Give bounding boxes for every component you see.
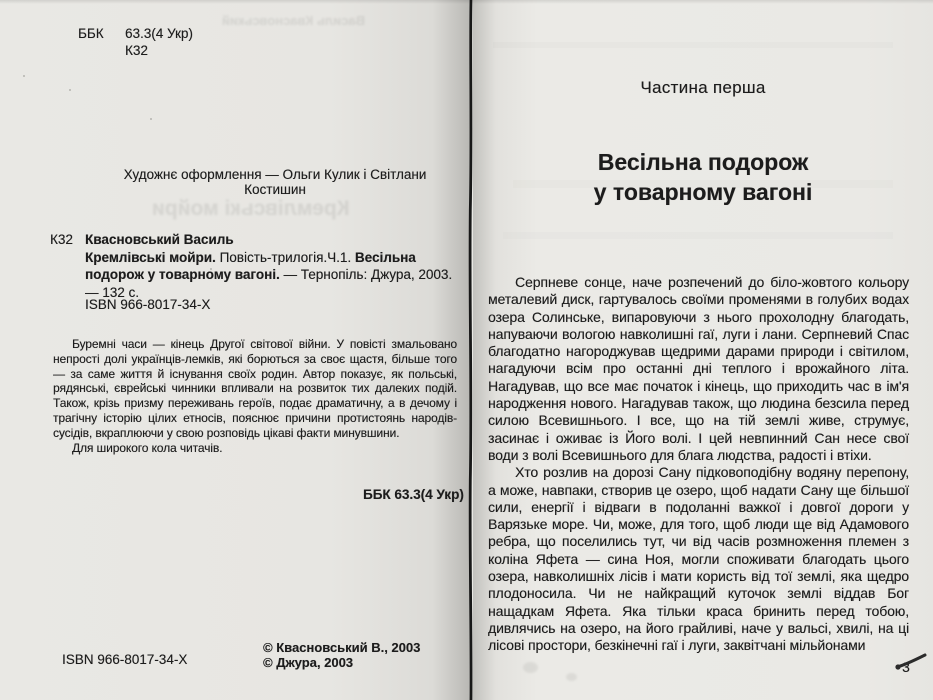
paper-smudge: [523, 662, 538, 673]
page-number: 3: [902, 659, 910, 675]
catalog-card: [50, 231, 460, 301]
show-through-author-text: Василь Квасновський: [222, 13, 366, 28]
catalog-title-part: Весільна подорож у товарному вагоні.: [85, 249, 416, 282]
show-through-title-text: Кремлівські мойри: [152, 197, 350, 220]
artwork-credit: Художнє оформлення — Ольги Кулик і Світлани Костишин: [123, 167, 427, 197]
bbk-label: ББК: [78, 26, 104, 41]
part-label: Частина перша: [640, 78, 766, 97]
body-paragraph: Хто розлив на дорозі Сану підковоподібну водяну перепону, а може, навпаки, створив це озеро, щоб надати Сану ще більшої сили, енергії і відваги в подоланні важкої і довгої дороги у Варязьке море. Чи, може, для того, щоб люди ще від Адамового ребра, що поселились тут, чи від часів розмноження племен з коліна Яфета — сина Ноя, могли споживати благодать цього озера, навколишніх лісів і мати користь від тої землі, яка щедро плодоносила. Чи не найкращий куточок землі віддав Бог нащадкам Яфета. Яка тільки краса бринить перед тобою, дивлячись на озеро, на його грайливі, наче у вальсі, хвилі, на ці лісові простори, безкінечні гаї і луги, заквітчані мільйонами: [488, 464, 909, 654]
chapter-title-line2: у товарному вагоні: [593, 178, 813, 205]
show-through-streak: [493, 42, 893, 48]
catalog-author: Квасновський Василь: [85, 232, 234, 247]
show-through-streak: [503, 232, 893, 239]
catalog-subtitle: Повість-трилогія.Ч.1.: [215, 249, 355, 265]
isbn-number-bottom: ISBN 966-8017-34-X: [62, 652, 188, 667]
paper-speck: [210, 268, 212, 270]
body-paragraph: Серпневе сонце, наче розпечений до біло-жовтого кольору металевий диск, гартувалось своїми променями в голубих водах озера Солинське, випаровуючи з нього прохолодну благодать, напуваючи вологою навколишні гаї, луги і лани. Серпневий Спас благодатно нагороджував щедрими дарами природи і світилом, нагадуючи всім про останні дні теплого і врожайного літа. Нагадував, що все має початок і кінець, що приходить час в ім'я народження нового. Нагадував також, що людина безсила перед силою Всевишнього. І все, що на тій землі живе, струмує, засинає і оживає із Його волі. І цей невпинний Сан несе свої води з волі Всевишнього для блага людства, радості і втіхи.: [488, 274, 909, 463]
isbn-number: ISBN 966-8017-34-X: [85, 297, 211, 312]
bbk-value: 63.3(4 Укр): [125, 26, 193, 41]
annotation-block: [53, 337, 457, 455]
bbk-classification-top: [78, 25, 193, 59]
chapter-title: [473, 148, 933, 207]
paper-speck: [150, 118, 152, 120]
body-text: [488, 274, 909, 655]
pen-mark: [893, 650, 929, 674]
copyright-block: [263, 641, 420, 670]
right-page: [473, 0, 933, 700]
bbk-classification-bottom: ББК 63.3(4 Укр): [363, 487, 464, 502]
book-gutter-fold: [465, 0, 477, 700]
paper-speck: [69, 89, 71, 91]
bbk-value-column: [125, 25, 193, 59]
catalog-imprint: — Тернопіль: Джура, 2003. — 132 с.: [85, 267, 453, 300]
bbk-code: К32: [125, 43, 148, 58]
copyright-publisher: © Джура, 2003: [263, 654, 354, 670]
annotation-audience: Для широкого кола читачів.: [72, 440, 223, 455]
copyright-author: © Квасновський В., 2003: [263, 640, 421, 655]
annotation-paragraph: Буремні часи — кінець Другої світової війни. У повісті змальовано непрості долі українців-лемків, які борються за своє щастя, більше того — за саме життя й існування своїх родин. Автор показує, як польські, рядянські, єврейські чинники впливали на розвиток тих далеких подій. Також, крізь призму переживань героїв, подає драматичну, а в дечому і трагічну історію цілих етносів, пояснює причини протистоянь народів-сусідів, вкраплюючи у свою розповідь цікаві факти минувшини.: [53, 337, 457, 440]
catalog-title-main: Кремлівські мойри.: [85, 249, 216, 265]
chapter-title-line1: Весільна подорож: [597, 149, 809, 175]
paper-speck: [23, 75, 25, 77]
paper-smudge: [566, 673, 577, 681]
catalog-entry: [85, 231, 459, 301]
catalog-code: К32: [50, 232, 73, 247]
